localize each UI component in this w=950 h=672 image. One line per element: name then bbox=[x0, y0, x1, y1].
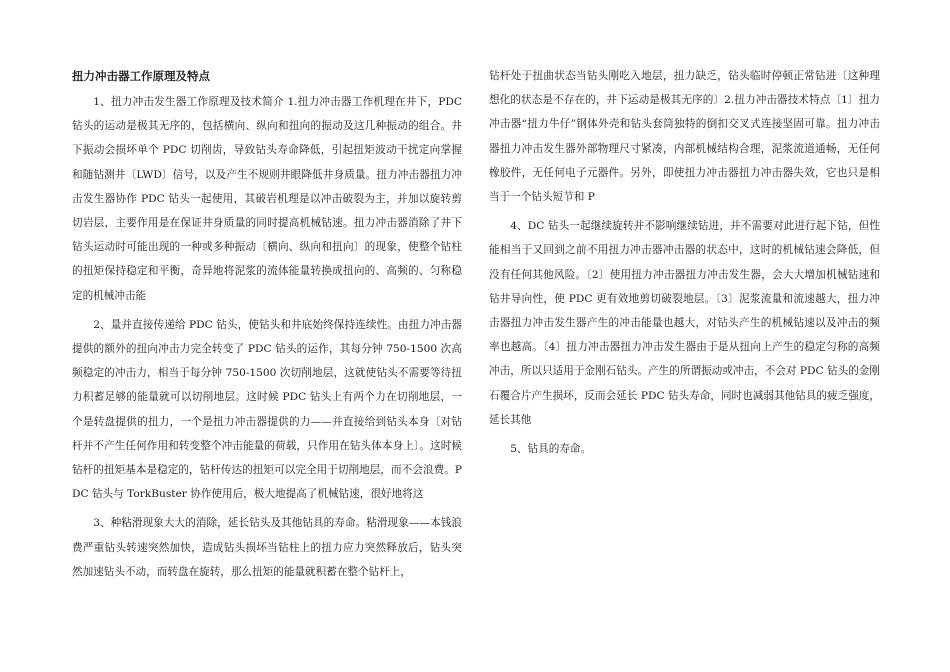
paragraph-4: 4、DC 钻头一起继续旋转并不影响继续钻进，并不需要对此进行起下钻，但性能相当于又回到之前不用扭力冲击器冲击器的状态中，这时的机械钻速会降低，但没有任何其他风险。〔2〕使用扭力冲击器扭力冲击发生器，会大大增加机械钻速和钻井导向性，使 PDC 更有效地剪切破裂地层。〔3〕泥浆流量和流速越大，扭力冲击器扭力冲击发生器产生的冲击能量也越大，对钻头产生的机械钻速以及冲击的频率也越高。〔4〕扭力冲击器扭力冲击发生器由于是从扭向上产生的稳定匀称的高频冲击，所以只适用于金刚石钻头。产生的所谓振动或冲击，不会对 PDC 钻头的金刚石覆合片产生损坏，反而会延长 PDC 钻头寿命，同时也减弱其他钻具的疲乏强度，延长其他 bbox=[489, 220, 880, 426]
document-title: 扭力冲击器工作原理及特点 bbox=[72, 69, 210, 83]
left-column bbox=[72, 66, 462, 589]
paragraph-3-continued: 钻杆处于扭曲状态当钻头刚吃入地层，扭力缺乏，钻头临时停顿正常钻进〔这种理想化的状态是不存在的，井下运动是极其无序的〕2.扭力冲击器技术特点〔1〕扭力冲击器“扭力牛仔”钢体外壳和钻头套筒独特的倒扣交叉式连接坚固可靠。扭力冲击器扭力冲击发生器外部物理尺寸紧凑，内部机械结构合理，泥浆流道通畅，无任何橡胶件，无任何电子元器件。另外，即使扭力冲击器扭力冲击器失效，它也只是相当于一个钻头短节和 P bbox=[489, 70, 880, 204]
paragraph-5: 5、钻具的寿命。 bbox=[510, 443, 592, 456]
paragraph-1: 1、扭力冲击发生器工作原理及技术简介 1.扭力冲击器工作机理在井下，PDC 钻头的运动是极其无序的，包括横向、纵向和扭向的振动及这几种振动的组合。井下振动会损坏单个 PDC 切削齿，导致钻头寿命降低，引起扭矩波动干扰定向掌握和随钻测井〔LWD〕信号，以及产生不规则井眼降低井身质量。扭力冲击器扭力冲击发生器协作 PDC 钻头一起使用，其破岩机理是以冲击破裂为主，并加以旋转剪切岩层，主要作用是在保证井身质量的同时提高机械钻速。扭力冲击器消除了井下钻头运动时可能出现的一种或多种振动〔横向、纵向和扭向〕的现象，使整个钻柱的扭矩保持稳定和平衡，奇异地将泥浆的流体能量转换成扭向的、高频的、匀称稳定的机械冲击能 bbox=[72, 96, 462, 302]
paragraph-3: 3、种粘滑现象大大的消除，延长钻头及其他钻具的寿命。粘滑现象——本钱浪费严重钻头转速突然加快，造成钻头损坏当钻柱上的扭力应力突然释放后，钻头突然加速钻头不动，而转盘在旋转，那么扭矩的能量就积蓄在整个钻杆上， bbox=[72, 517, 462, 578]
right-column bbox=[489, 64, 880, 466]
paragraph-2: 2、量并直接传递给 PDC 钻头，使钻头和井底始终保持连续性。由扭力冲击器提供的额外的扭向冲击力完全转变了 PDC 钻头的运作，其每分钟 750-1500 次高频稳定的冲击力，相当于每分钟 750-1500 次切削地层，这就使钻头不需要等待扭力积蓄足够的能量就可以切削地层。这时候 PDC 钻头上有两个力在切削地层，一个是转盘提供的扭力，一个是扭力冲击器提供的力——并直接给到钻头本身〔对钻杆并不产生任何作用和转变整个冲击能量的荷载，只作用在钻头体本身上〕。这时候钻杆的扭矩基本是稳定的，钻杆传达的扭矩可以完全用于切削地层，而不会浪费。PDC 钻头与 TorkBuster 协作使用后，极大地提高了机械钻速，很好地将这 bbox=[72, 318, 462, 501]
